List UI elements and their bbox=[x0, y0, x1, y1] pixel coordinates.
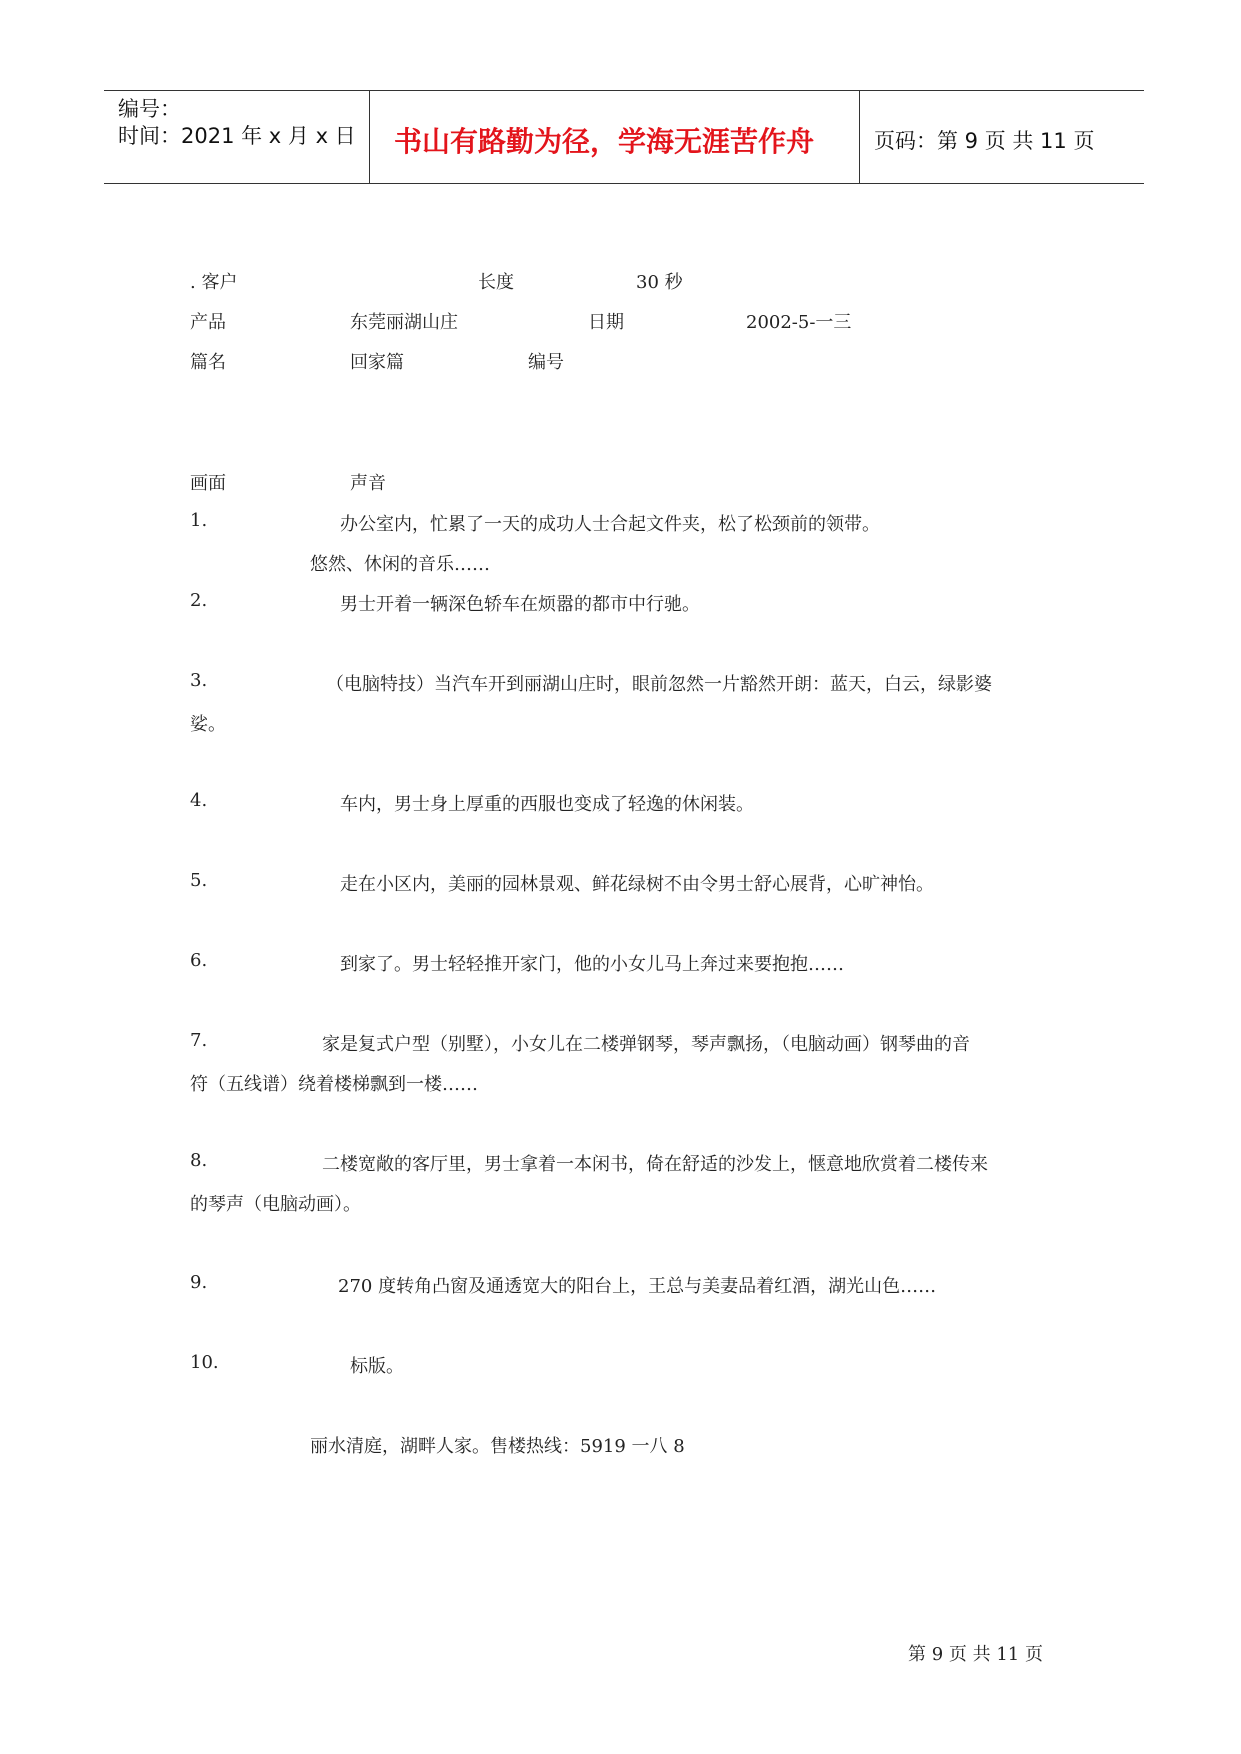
scene-music-note: 悠然、休闲的音乐…… bbox=[310, 554, 490, 575]
header-page-label: 页码：第 9 页 共 11 页 bbox=[874, 129, 1095, 153]
product-label: 产品 bbox=[190, 312, 226, 333]
picture-column-heading: 画面 bbox=[190, 473, 226, 494]
scene-number: 6. bbox=[190, 950, 208, 971]
header-top-rule bbox=[104, 90, 1144, 91]
scene-number: 3. bbox=[190, 670, 208, 691]
title-label: 篇名 bbox=[190, 352, 226, 373]
scene-text: 标版。 bbox=[350, 1356, 404, 1377]
code-label: 编号 bbox=[528, 352, 564, 373]
scene-number: 2. bbox=[190, 590, 208, 611]
scene-text: 到家了。男士轻轻推开家门，他的小女儿马上奔过来要抱抱…… bbox=[340, 954, 844, 975]
scene-text: （电脑特技）当汽车开到丽湖山庄时，眼前忽然一片豁然开朗：蓝天，白云，绿影婆 bbox=[326, 674, 992, 695]
scene-number: 5. bbox=[190, 870, 208, 891]
scene-text-continued: 的琴声（电脑动画）。 bbox=[190, 1194, 361, 1215]
scene-number: 4. bbox=[190, 790, 208, 811]
header-number-label: 编号： bbox=[118, 97, 181, 121]
header-bottom-rule bbox=[104, 183, 1144, 184]
scene-number: 8. bbox=[190, 1150, 208, 1171]
date-value: 2002-5-一三 bbox=[746, 312, 852, 333]
scene-text: 男士开着一辆深色轿车在烦嚣的都市中行驰。 bbox=[340, 594, 700, 615]
scene-text-continued: 娑。 bbox=[190, 714, 226, 735]
length-value: 30 秒 bbox=[636, 272, 683, 293]
scene-number: 7. bbox=[190, 1030, 208, 1051]
length-label: 长度 bbox=[478, 272, 514, 293]
scene-number: 9. bbox=[190, 1272, 208, 1293]
scene-text: 270 度转角凸窗及通透宽大的阳台上，王总与美妻品着红酒，湖光山色…… bbox=[338, 1276, 937, 1297]
scene-number: 10. bbox=[190, 1352, 219, 1373]
sound-column-heading: 声音 bbox=[350, 473, 386, 494]
title-value: 回家篇 bbox=[350, 352, 404, 373]
scene-text: 办公室内，忙累了一天的成功人士合起文件夹，松了松颈前的领带。 bbox=[340, 514, 880, 535]
scene-text: 走在小区内，美丽的园林景观、鲜花绿树不由令男士舒心展背，心旷神怡。 bbox=[340, 874, 934, 895]
header-motto: 书山有路勤为径，学海无涯苦作舟 bbox=[394, 125, 815, 158]
header-divider-left bbox=[369, 90, 370, 183]
scene-number: 1. bbox=[190, 510, 208, 531]
scene-text: 家是复式户型（别墅），小女儿在二楼弹钢琴，琴声飘扬，（电脑动画）钢琴曲的音 bbox=[322, 1034, 970, 1055]
scene-text: 二楼宽敞的客厅里，男士拿着一本闲书，倚在舒适的沙发上，惬意地欣赏着二楼传来 bbox=[322, 1154, 988, 1175]
client-label: . 客户 bbox=[190, 272, 238, 293]
product-value: 东莞丽湖山庄 bbox=[350, 312, 458, 333]
scene-text-continued: 符（五线谱）绕着楼梯飘到一楼…… bbox=[190, 1074, 478, 1095]
header-divider-right bbox=[859, 90, 860, 183]
closing-slogan: 丽水清庭，湖畔人家。售楼热线：5919 一八 8 bbox=[310, 1436, 685, 1457]
date-label: 日期 bbox=[588, 312, 624, 333]
page-footer: 第 9 页 共 11 页 bbox=[908, 1644, 1043, 1665]
scene-text: 车内，男士身上厚重的西服也变成了轻逸的休闲装。 bbox=[340, 794, 754, 815]
header-time-label: 时间：2021 年 x 月 x 日 bbox=[118, 124, 356, 148]
